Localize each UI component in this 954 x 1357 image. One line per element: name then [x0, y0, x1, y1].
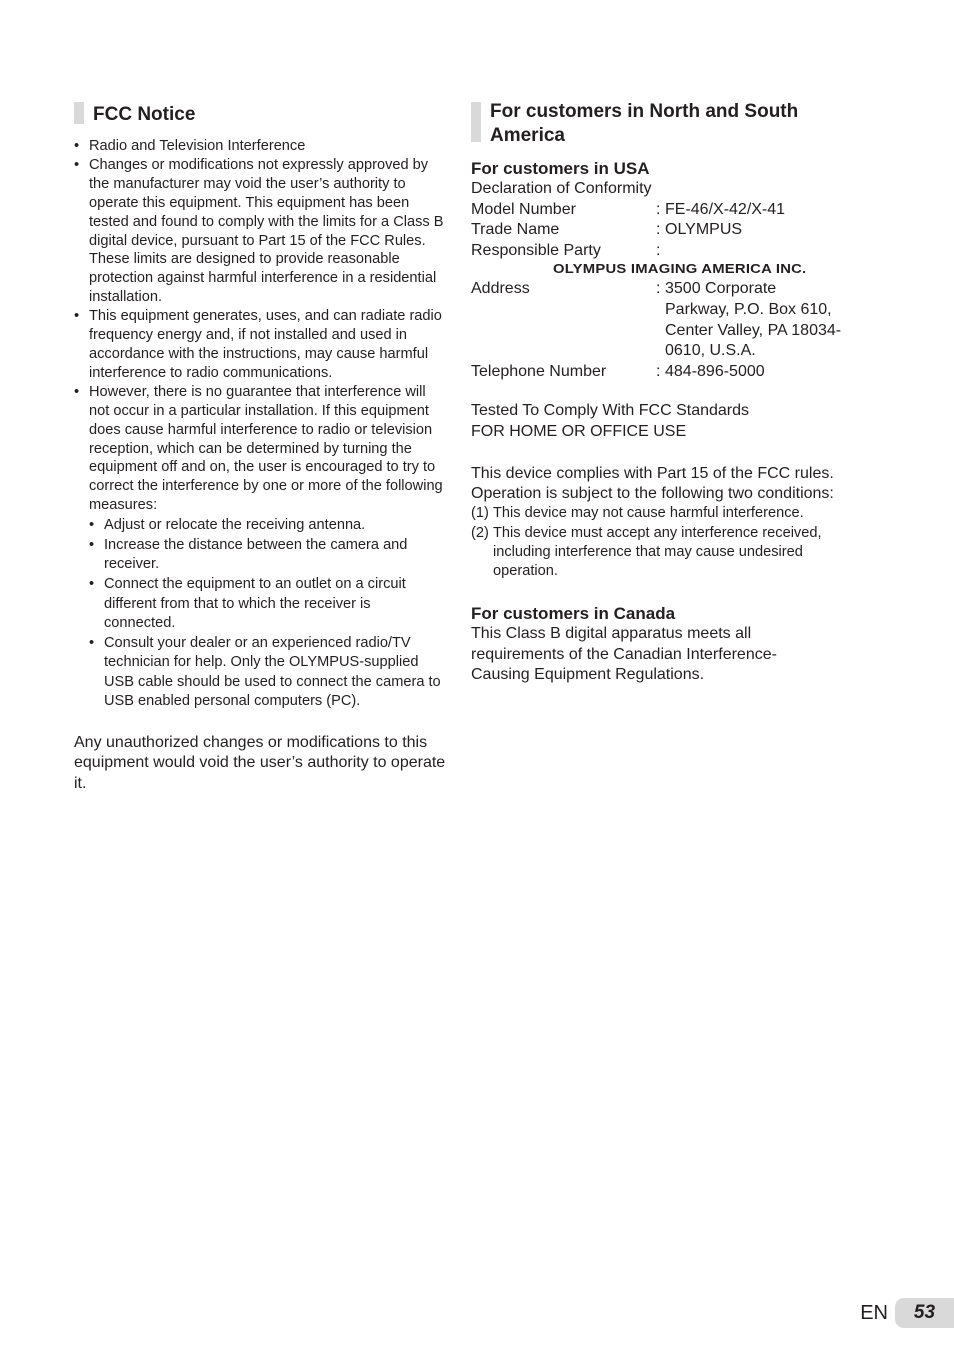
address-value: 3500 Corporate Parkway, P.O. Box 610, Center Valley, PA 18034-0610, U.S.A. [665, 280, 842, 360]
list-item [471, 504, 843, 523]
model-number-value: FE-46/X-42/X-41 [665, 200, 786, 218]
tested-line-2: FOR HOME OR OFFICE USE [471, 422, 687, 440]
trade-name-row [471, 220, 843, 241]
page-number: 53 [895, 1298, 954, 1328]
fcc-closing-paragraph: Any unauthorized changes or modifications to this equipment would void the user’s authority to operate it. [74, 734, 446, 792]
list-item: • Consult your dealer or an experienced radio/TV technician for help. Only the OLYMPUS-supplied USB cable should be used to connect the camera to USB enabled personal computers (PC). [89, 634, 446, 712]
list-item [471, 524, 843, 582]
list-item: • Radio and Television Interference [74, 137, 446, 156]
condition-text: This device may not cause harmful interference. [493, 505, 804, 522]
telephone-value: 484-896-5000 [665, 362, 765, 380]
fcc-notice-section [74, 100, 446, 794]
americas-section [471, 100, 843, 685]
list-item-text: However, there is no guarantee that interference will not occur in a particular installation. If this equipment does cause harmful interference to radio or television reception, which can be determined by turning the equipment off and on, the user is encouraged to try to correct the interference by one or more of the following measures: [89, 383, 443, 514]
trade-name-label: Trade Name [471, 221, 560, 239]
list-item: • This equipment generates, uses, and can radiate radio frequency energy and, if not installed and used in accordance with the instructions, may cause harmful interference to radio communications. [74, 307, 446, 383]
colon: : [656, 362, 661, 380]
measures-list [89, 516, 446, 712]
condition-text: This device must accept any interference received, including interference that may cause undesired operation. [493, 524, 822, 579]
americas-title: For customers in North and South America [490, 101, 799, 146]
tested-line-1: Tested To Comply With FCC Standards [471, 402, 750, 420]
list-item [74, 383, 446, 712]
conditions-list [471, 504, 843, 581]
list-item: • Increase the distance between the camera and receiver. [89, 536, 446, 575]
address-row [471, 279, 843, 361]
section-marker-bar [74, 102, 84, 124]
complies-paragraph: This device complies with Part 15 of the FCC rules. Operation is subject to the following two conditions: [471, 464, 834, 502]
fcc-notice-header [74, 100, 446, 127]
fcc-notice-title: FCC Notice [93, 104, 196, 125]
colon: : [656, 200, 661, 218]
model-number-label: Model Number [471, 200, 576, 218]
condition-number: (2) [471, 524, 489, 541]
list-item: • Connect the equipment to an outlet on a circuit different from that to which the receiver is connected. [89, 575, 446, 634]
responsible-party-row [471, 241, 843, 262]
fcc-bullet-list [74, 137, 446, 712]
language-label: EN [860, 1302, 888, 1324]
responsible-party-label: Responsible Party [471, 241, 601, 259]
list-item: • Changes or modifications not expressly approved by the manufacturer may void the user’s authority to operate this equipment. This equipment has been tested and found to comply with the limits for a Class B digital device, pursuant to Part 15 of the FCC Rules. These limits are designed to provide reasonable protection against harmful interference in a residential installation. [74, 156, 446, 307]
colon: : [656, 221, 661, 239]
declaration-line: Declaration of Conformity [471, 180, 652, 197]
address-label: Address [471, 280, 530, 298]
americas-header [471, 100, 843, 148]
colon: : [656, 280, 661, 298]
condition-number: (1) [471, 505, 489, 522]
usa-heading: For customers in USA [471, 159, 650, 178]
canada-heading: For customers in Canada [471, 604, 676, 624]
telephone-label: Telephone Number [471, 362, 607, 380]
canada-paragraph: This Class B digital apparatus meets all requirements of the Canadian Interference-Causing Equipment Regulations. [471, 625, 777, 683]
colon: : [656, 241, 661, 259]
trade-name-value: OLYMPUS [665, 221, 743, 239]
telephone-row [471, 362, 843, 383]
responsible-party-value: OLYMPUS IMAGING AMERICA INC. [553, 261, 807, 277]
model-number-row [471, 200, 843, 221]
page-footer [860, 1298, 954, 1328]
section-marker-bar [471, 102, 481, 142]
list-item: • Adjust or relocate the receiving antenna. [89, 516, 446, 536]
